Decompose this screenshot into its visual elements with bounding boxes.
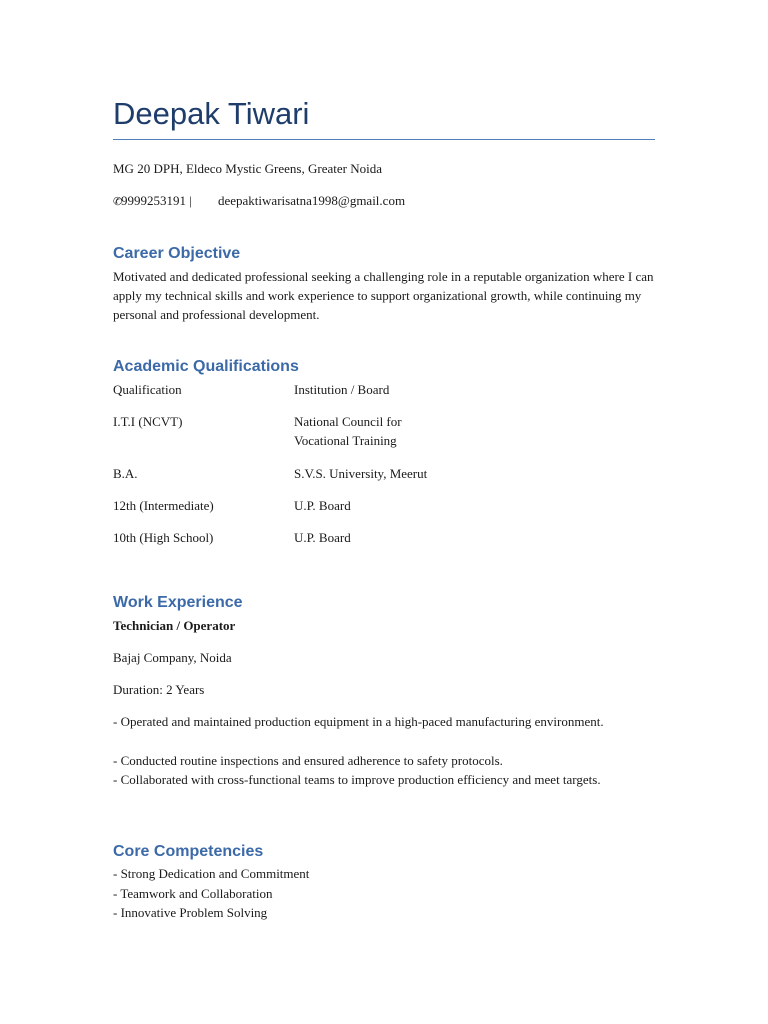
academic-row-institution: U.P. Board [294, 530, 351, 545]
email: deepaktiwarisatna1998@gmail.com [218, 193, 406, 208]
academic-row-qualification: 10th (High School) [113, 530, 214, 545]
academic-row-institution: National Council for Vocational Training [294, 414, 402, 448]
phone-number: 9999253191 | [121, 193, 192, 208]
academic-row-qualification: B.A. [113, 466, 138, 481]
competency-item: - Innovative Problem Solving [113, 905, 268, 920]
candidate-name: Deepak Tiwari [113, 96, 310, 131]
job-title: Technician / Operator [113, 618, 236, 633]
phone-icon: ✆ [113, 196, 123, 208]
academic-header-qualification: Qualification [113, 382, 182, 397]
address: MG 20 DPH, Eldeco Mystic Greens, Greater Noida [113, 161, 382, 176]
career-objective-text: Motivated and dedicated professional seeking a challenging role in a reputable organization where I can apply my technical skills and work experience to support organizational growth, while continuing my personal and professional development. [113, 269, 654, 322]
work-bullet: - Conducted routine inspections and ensured adherence to safety protocols. [113, 753, 503, 768]
work-bullet: - Collaborated with cross-functional teams to improve production efficiency and meet targets. [113, 772, 601, 787]
duration: Duration: 2 Years [113, 682, 205, 697]
work-experience-heading: Work Experience [113, 594, 243, 611]
name-divider [113, 139, 655, 140]
academic-row-institution: S.V.S. University, Meerut [294, 466, 428, 481]
academic-row-qualification: 12th (Intermediate) [113, 498, 214, 513]
academic-row-qualification: I.T.I (NCVT) [113, 414, 183, 429]
work-bullet: - Operated and maintained production equipment in a high-paced manufacturing environment. [113, 714, 604, 729]
competency-item: - Strong Dedication and Commitment [113, 866, 310, 881]
phone-line [113, 191, 192, 212]
career-objective-heading: Career Objective [113, 245, 241, 262]
academic-row-institution: U.P. Board [294, 498, 351, 513]
core-competencies-heading: Core Competencies [113, 843, 264, 860]
competency-item: - Teamwork and Collaboration [113, 886, 273, 901]
company-name: Bajaj Company, Noida [113, 650, 232, 665]
academic-header-institution: Institution / Board [294, 382, 390, 397]
academic-heading: Academic Qualifications [113, 358, 299, 375]
